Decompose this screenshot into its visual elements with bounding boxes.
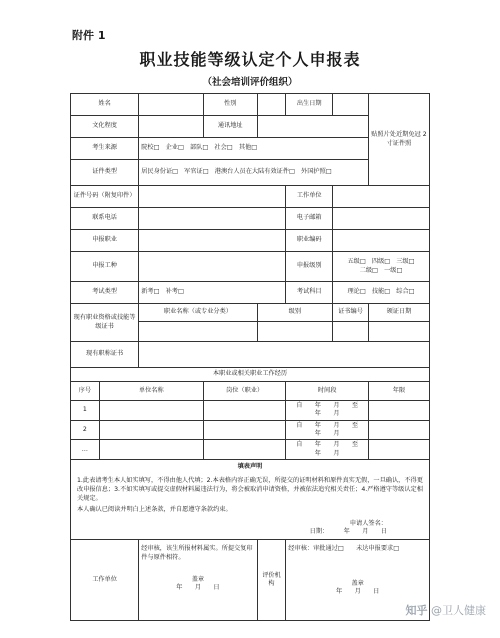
birth-date-label: 出生日期 bbox=[286, 94, 333, 116]
org-review-text[interactable]: 经审核：审批通过□ 未达申报要求□ bbox=[288, 545, 400, 553]
col-no-header: 序号 bbox=[71, 382, 100, 401]
apply-level-label: 申报级别 bbox=[286, 252, 333, 282]
form-subtitle: （社会培训评价组织） bbox=[202, 77, 298, 88]
application-form-table bbox=[70, 93, 430, 621]
declaration-block bbox=[71, 460, 430, 540]
qual-name-header: 职业名称（或专业分类） bbox=[139, 304, 257, 322]
exam-type-label: 考试类型 bbox=[71, 282, 139, 304]
row-unit-field[interactable] bbox=[99, 440, 203, 460]
employer-review-label: 工作单位 bbox=[71, 540, 139, 621]
employer-review-box[interactable] bbox=[139, 540, 257, 621]
address-field[interactable] bbox=[257, 116, 368, 138]
issue-date-header: 颁证日期 bbox=[368, 304, 429, 322]
watermark-brand: 知乎 bbox=[405, 604, 428, 617]
title-cert-label: 现有职称证书 bbox=[71, 342, 139, 368]
employer-review-date: 年 月 日 bbox=[176, 584, 220, 592]
address-label: 通讯地址 bbox=[203, 116, 257, 138]
attachment-label: 附件 1 bbox=[72, 29, 106, 42]
row-no: … bbox=[71, 440, 100, 460]
name-label: 姓名 bbox=[71, 94, 139, 116]
occupation-code-field[interactable] bbox=[333, 230, 430, 252]
apply-type-field[interactable] bbox=[139, 252, 286, 282]
cert-no-field[interactable] bbox=[333, 322, 369, 342]
declaration-title: 填表声明 bbox=[237, 463, 263, 471]
education-label: 文化程度 bbox=[71, 116, 139, 138]
row-unit-field[interactable] bbox=[99, 420, 203, 440]
education-field[interactable] bbox=[139, 116, 204, 138]
apply-occupation-field[interactable] bbox=[139, 230, 286, 252]
source-options[interactable]: 院校□ 企业□ 部队□ 社会□ 其他□ bbox=[139, 138, 369, 160]
level-options-row-1[interactable]: 五级□ 四级□ 三级□ bbox=[347, 258, 415, 266]
row-period-field[interactable]: 自 年 月 至 年 月 bbox=[286, 440, 369, 460]
gender-field[interactable] bbox=[257, 94, 286, 116]
gender-label: 性别 bbox=[203, 94, 257, 116]
applicant-signature[interactable]: 申请人签名： bbox=[349, 519, 387, 527]
apply-type-label: 申报工种 bbox=[71, 252, 139, 282]
phone-field[interactable] bbox=[139, 208, 286, 230]
org-stamp: 盖章 bbox=[351, 579, 364, 587]
row-post-field[interactable] bbox=[203, 440, 286, 460]
row-period-field[interactable]: 自 年 月 至 年 月 bbox=[286, 401, 369, 421]
experience-section-title: 本职业或相关职业工作经历 bbox=[71, 368, 430, 382]
col-post-header: 岗位（职业） bbox=[203, 382, 286, 401]
row-period-field[interactable]: 自 年 月 至 年 月 bbox=[286, 420, 369, 440]
apply-occupation-label: 申报职业 bbox=[71, 230, 139, 252]
source-label: 考生来源 bbox=[71, 138, 139, 160]
form-title: 职业技能等级认定个人申报表 bbox=[139, 50, 361, 69]
cert-no-header: 证书编号 bbox=[333, 304, 369, 322]
employer-field[interactable] bbox=[333, 186, 430, 208]
id-type-options[interactable]: 居民身份证□ 军官证□ 港澳台人员在大陆有效证件□ 外国护照□ bbox=[139, 160, 369, 186]
existing-qual-label: 现有职业资格或技能等级证书 bbox=[71, 304, 139, 342]
row-years-field[interactable] bbox=[368, 401, 429, 421]
row-no: 2 bbox=[71, 420, 100, 440]
declaration-body: 1.此表请考生本人如实填写，不得由他人代填；2.本表格内容正确无误，所提交的证明材料和原件真实无假，一旦确认，不得更改申报信息；3.不如实填写或提交虚假材料属违法行为，将会被取消申请资格，并被依法追究相关责任；4.严格遵守等级认定相关规定。 bbox=[77, 476, 423, 503]
photo-placeholder[interactable]: 贴照片处近期免冠 2 寸证件照 bbox=[368, 94, 429, 186]
employer-label: 工作单位 bbox=[286, 186, 333, 208]
declaration-date[interactable]: 日期： 年 月 日 bbox=[309, 528, 387, 536]
email-field[interactable] bbox=[333, 208, 430, 230]
level-field[interactable] bbox=[257, 322, 332, 342]
title-cert-field[interactable] bbox=[139, 342, 430, 368]
table-row bbox=[71, 401, 430, 421]
org-review-date: 年 月 日 bbox=[336, 587, 380, 595]
issue-date-field[interactable] bbox=[368, 322, 429, 342]
occupation-code-label: 职业编码 bbox=[286, 230, 333, 252]
employer-review-text: 经审核，该生所报材料属实。所提交复印件与原件相符。 bbox=[141, 545, 253, 561]
name-field[interactable] bbox=[139, 94, 204, 116]
watermark bbox=[406, 602, 487, 618]
declaration-confirm: 本人确认已阅读并明白上述条款，并自愿遵守条款约束。 bbox=[77, 506, 232, 514]
apply-level-options[interactable] bbox=[333, 252, 430, 282]
col-years-header: 年限 bbox=[368, 382, 429, 401]
level-header: 级别 bbox=[257, 304, 332, 322]
phone-label: 联系电话 bbox=[71, 208, 139, 230]
row-unit-field[interactable] bbox=[99, 401, 203, 421]
birth-date-field[interactable] bbox=[333, 94, 369, 116]
row-no: 1 bbox=[71, 401, 100, 421]
row-post-field[interactable] bbox=[203, 420, 286, 440]
exam-type-options[interactable]: 新考□ 补考□ bbox=[139, 282, 286, 304]
id-number-field[interactable] bbox=[139, 186, 286, 208]
col-unit-header: 单位名称 bbox=[99, 382, 203, 401]
col-period-header: 时间段 bbox=[286, 382, 369, 401]
employer-stamp: 盖章 bbox=[191, 575, 205, 583]
email-label: 电子邮箱 bbox=[286, 208, 333, 230]
qual-name-field[interactable] bbox=[139, 322, 257, 342]
exam-subject-label: 考试科目 bbox=[286, 282, 333, 304]
level-options-row-2[interactable]: 二级□ 一级□ bbox=[359, 266, 403, 274]
row-years-field[interactable] bbox=[368, 420, 429, 440]
table-row bbox=[71, 420, 430, 440]
row-post-field[interactable] bbox=[203, 401, 286, 421]
id-number-label: 证件号码（附复印件） bbox=[71, 186, 139, 208]
id-type-label: 证件类型 bbox=[71, 160, 139, 186]
watermark-author: @卫人健康 bbox=[431, 604, 486, 617]
org-review-label: 评价机构 bbox=[257, 540, 286, 621]
row-years-field[interactable] bbox=[368, 440, 429, 460]
table-row bbox=[71, 440, 430, 460]
exam-subject-options[interactable]: 理论□ 技能□ 综合□ bbox=[333, 282, 430, 304]
